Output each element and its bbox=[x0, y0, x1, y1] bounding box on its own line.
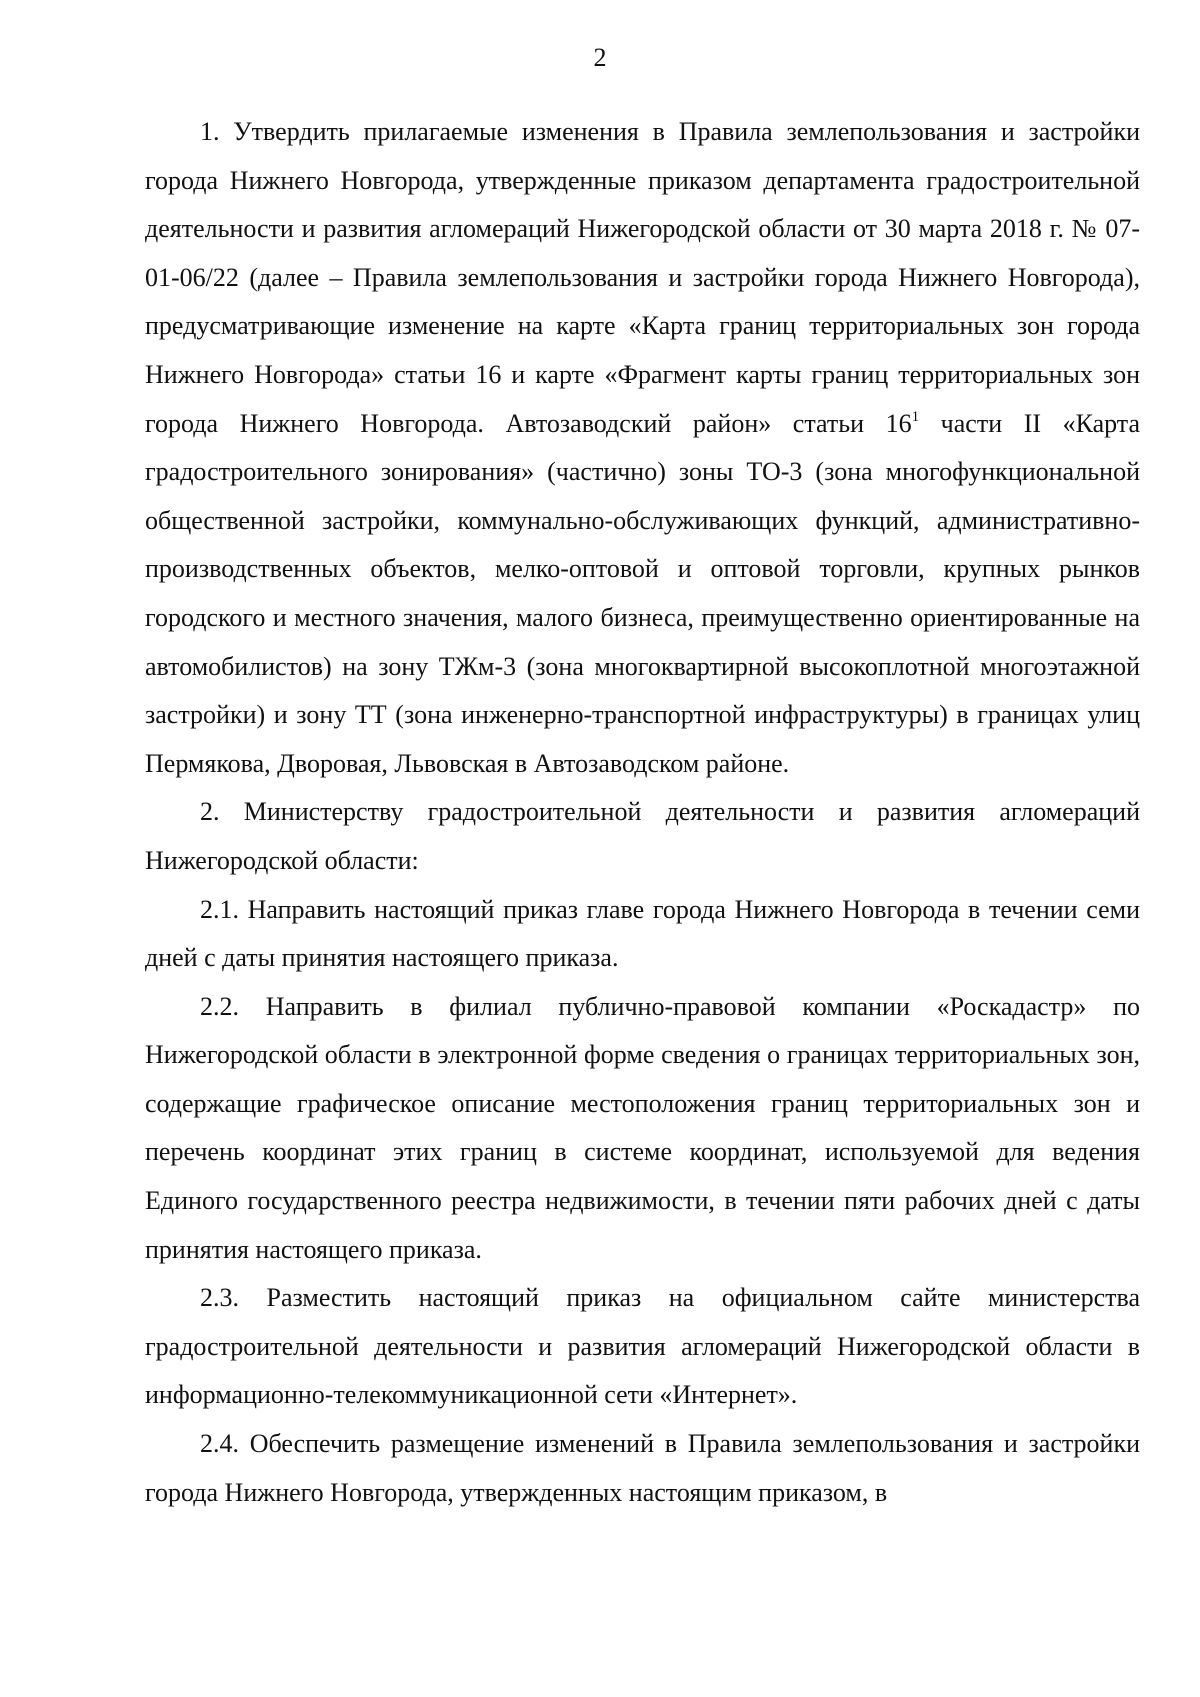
page-number: 2 bbox=[593, 43, 607, 72]
article-superscript: 1 bbox=[911, 408, 920, 425]
paragraph-2: 2. Министерству градостроительной деятельности и развития агломераций Нижегородской области: bbox=[145, 797, 1140, 875]
paragraph-2-3: 2.3. Разместить настоящий приказ на официальном сайте министерства градостроительной деятельности и развития агломераций Нижегородской области в информационно-телекоммуникационной сети «Интернет». bbox=[145, 1283, 1140, 1410]
paragraph-2-2: 2.2. Направить в филиал публично-правовой компании «Роскадастр» по Нижегородской области в электронной форме сведения о границах территориальных зон, содержащие графическое описание местоположения границ территориальных зон и перечень координат этих границ в системе координат, используемой для ведения Единого государственного реестра недвижимости, в течении пяти рабочих дней с даты принятия настоящего приказа. bbox=[145, 991, 1140, 1264]
paragraph-1-text: 1. Утвердить прилагаемые изменения в Правила землепользования и застройки города Нижнего Новгорода, утвержденные приказом департамента градостроительной деятельности и развития агломераций Нижегородской области от 30 марта 2018 г. № 07-01-06/22 (далее – Правила землепользования и застройки города Нижнего Новгорода), предусматривающие изменение на карте «Карта границ территориальных зон города Нижнего Новгорода» статьи 16 и карте «Фрагмент карты границ территориальных зон города Нижнего Новгорода. Автозаводский район» статьи 16 bbox=[145, 117, 1140, 438]
paragraph-2-1: 2.1. Направить настоящий приказ главе города Нижнего Новгорода в течении семи дней с даты принятия настоящего приказа. bbox=[145, 894, 1140, 973]
document-body bbox=[145, 108, 1140, 1517]
paragraph-1 bbox=[145, 108, 1140, 788]
paragraph-2-4: 2.4. Обеспечить размещение изменений в Правила землепользования и застройки города Нижнего Новгорода, утвержденных настоящим приказом, в bbox=[145, 1429, 1140, 1507]
paragraph-1-text-continued: части II «Карта градостроительного зонирования» (частично) зоны ТО-3 (зона многофункциональной общественной застройки, коммунально-обслуживающих функций, административно-производственных объектов, мелко-оптовой и оптовой торговли, крупных рынков городского и местного значения, малого бизнеса, преимущественно ориентированные на автомобилистов) на зону ТЖм-3 (зона многоквартирной высокоплотной многоэтажной застройки) и зону ТТ (зона инженерно-транспортной инфраструктуры) в границах улиц Пермякова, Дворовая, Львовская в Автозаводском районе. bbox=[145, 408, 1140, 778]
